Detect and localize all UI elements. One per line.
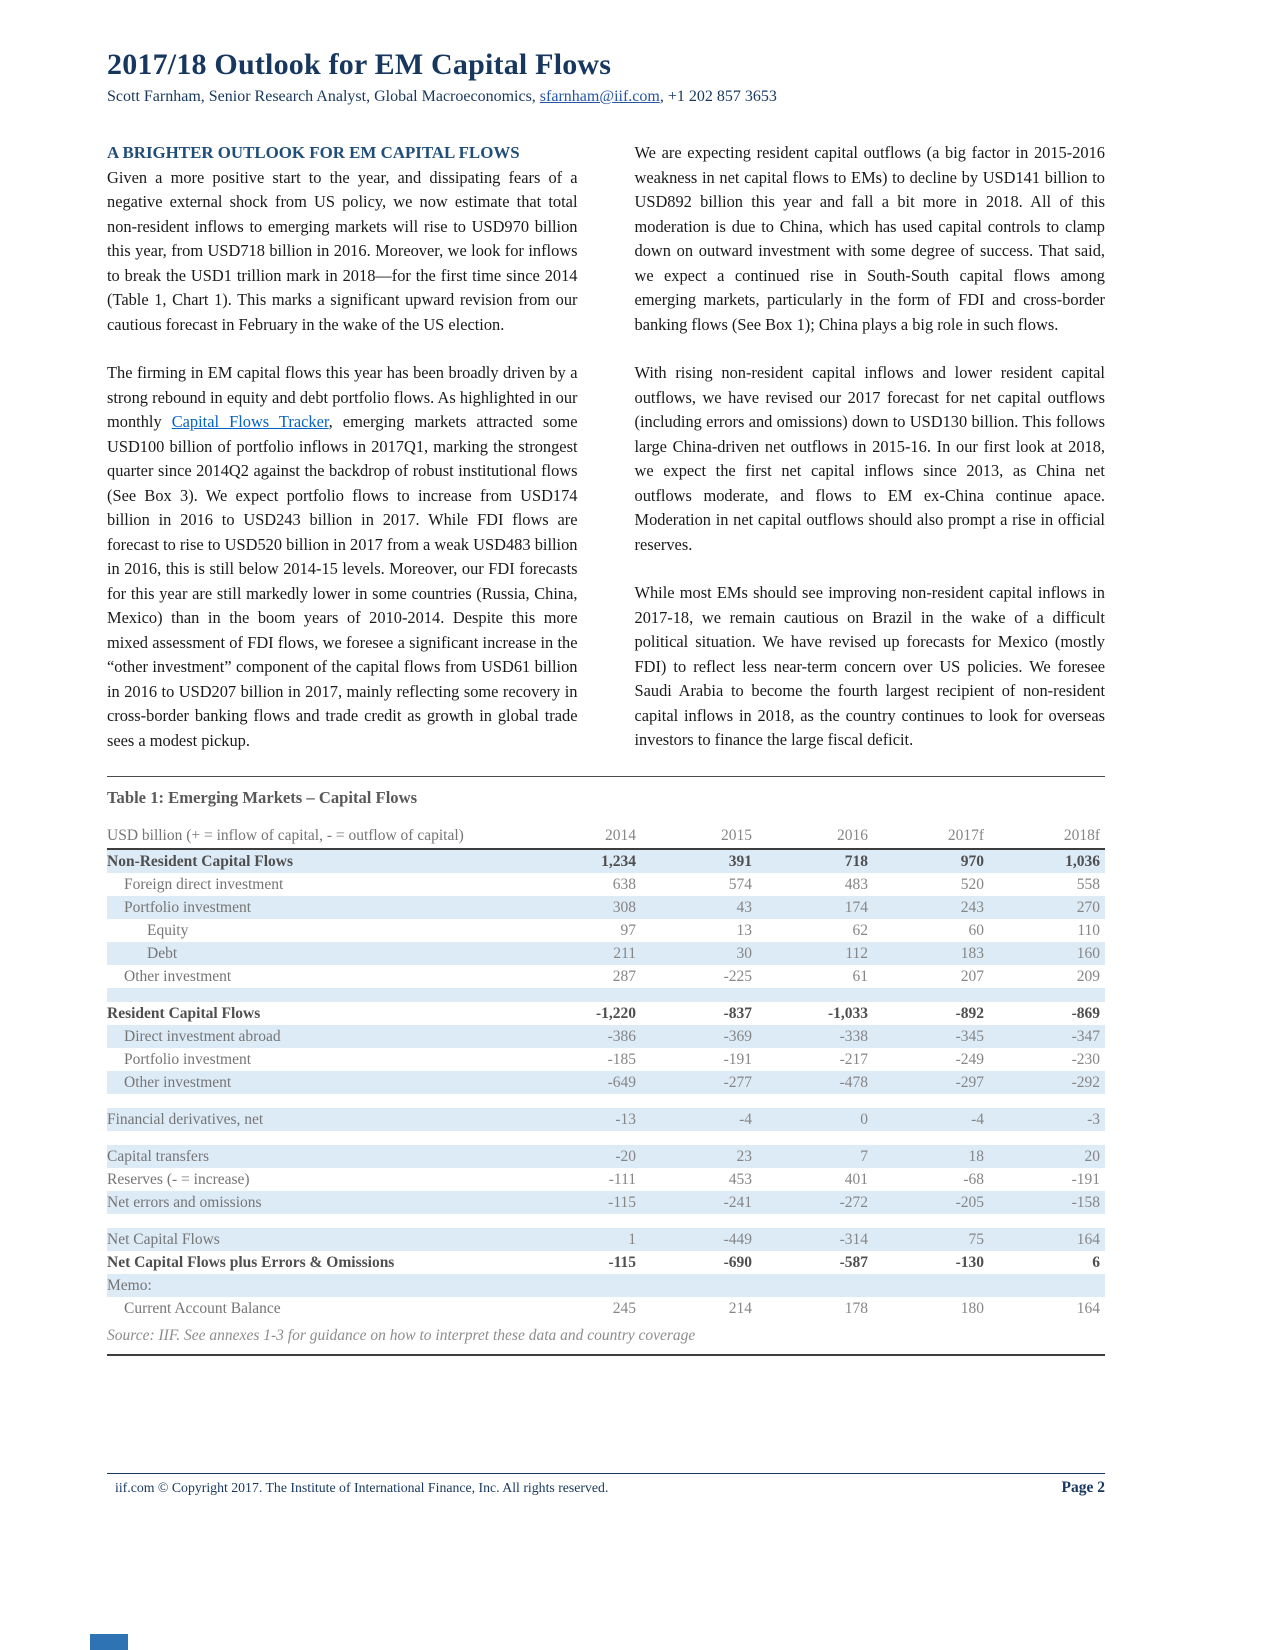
table-top-rule: [107, 776, 1105, 777]
table-row: [107, 1108, 1105, 1131]
paragraph: While most EMs should see improving non-resident capital inflows in 2017-18, we remain cautious on Brazil in the wake of a difficult political situation. We have revised up forecasts for Mexico (mostly FDI) to reflect less near-term concern over US policies. We foresee Saudi Arabia to become the fourth largest recipient of non-resident capital inflows in 2018, as the country continues to look for overseas investors to finance the large fiscal deficit.: [634, 583, 1105, 749]
page-number: Page 2: [1061, 1479, 1105, 1496]
row-value: 520: [960, 875, 984, 893]
right-column: [635, 141, 1106, 753]
row-value: -225: [723, 967, 752, 985]
row-value: 13: [736, 921, 752, 939]
row-label: Financial derivatives, net: [107, 1110, 264, 1128]
column-header-2018f: 2018f: [1063, 826, 1100, 844]
row-value: 483: [844, 875, 868, 893]
paragraph: Given a more positive start to the year, and dissipating fears of a negative external shock from US policy, we now estimate that total non-resident inflows to emerging markets will rise to USD970 billion this year, from USD718 billion in 2016. Moreover, we look for inflows to break the USD1 trillion mark in 2018—for the first time since 2014 (Table 1, Chart 1). This marks a significant upward revision from our cautious forecast in February in the wake of the US election.: [107, 167, 578, 334]
row-value: 62: [852, 921, 868, 939]
table-row: [107, 1071, 1105, 1094]
document-header: [107, 48, 1105, 106]
row-value: -690: [723, 1253, 752, 1271]
column-header-2017f: 2017f: [947, 826, 984, 844]
table-row: [107, 1228, 1105, 1251]
row-value: 164: [1076, 1299, 1100, 1317]
table-bottom-rule: [107, 1354, 1105, 1356]
row-value: 558: [1076, 875, 1100, 893]
row-value: -217: [839, 1050, 868, 1068]
row-value: -230: [1071, 1050, 1100, 1068]
row-label: Net errors and omissions: [107, 1193, 262, 1211]
table-row: [107, 942, 1105, 965]
byline-phone-text: , +1 202 857 3653: [659, 88, 777, 105]
row-value: 110: [1077, 921, 1100, 939]
row-value: 1,036: [1065, 852, 1100, 870]
row-value: 391: [728, 852, 752, 870]
row-value: 178: [844, 1299, 868, 1317]
article-body: [107, 141, 1105, 753]
row-value: 308: [612, 898, 636, 916]
row-value: 0: [860, 1110, 868, 1128]
row-value: -3: [1087, 1110, 1100, 1128]
table-1-block: [107, 776, 1105, 1356]
row-value: -345: [955, 1027, 984, 1045]
row-value: 23: [736, 1147, 752, 1165]
column-header-2014: 2014: [605, 826, 636, 844]
row-value: 287: [612, 967, 636, 985]
row-label: Equity: [147, 921, 189, 939]
row-value: -4: [971, 1110, 984, 1128]
row-value: 61: [852, 967, 868, 985]
table-spacer-row: [107, 1214, 1105, 1228]
table-row: [107, 873, 1105, 896]
row-value: -449: [723, 1230, 752, 1248]
row-value: -478: [839, 1073, 868, 1091]
row-value: -191: [723, 1050, 752, 1068]
row-value: -272: [839, 1193, 868, 1211]
row-value: -68: [963, 1170, 984, 1188]
row-value: -347: [1071, 1027, 1100, 1045]
table-row: [107, 1025, 1105, 1048]
row-value: -20: [615, 1147, 636, 1165]
row-value: 97: [620, 921, 636, 939]
row-value: 174: [844, 898, 868, 916]
table-row: [107, 1297, 1105, 1320]
row-label: Reserves (- = increase): [107, 1170, 250, 1188]
row-value: -338: [839, 1027, 868, 1045]
row-label: Debt: [147, 944, 178, 962]
row-value: 638: [612, 875, 636, 893]
row-value: -649: [607, 1073, 636, 1091]
capital-flows-table: [107, 823, 1105, 1320]
table-row: [107, 1251, 1105, 1274]
row-value: -158: [1071, 1193, 1100, 1211]
table-row: [107, 919, 1105, 942]
row-value: -205: [955, 1193, 984, 1211]
table-row: [107, 965, 1105, 988]
byline: [107, 88, 1105, 106]
row-value: 574: [728, 875, 752, 893]
section-heading: A BRIGHTER OUTLOOK FOR EM CAPITAL FLOWS: [107, 143, 520, 162]
row-label: Memo:: [107, 1276, 152, 1294]
row-label: Portfolio investment: [124, 898, 252, 916]
row-value: -130: [955, 1253, 984, 1271]
paragraph: With rising non-resident capital inflows and lower resident capital outflows, we have revised our 2017 forecast for net capital outflows (including errors and omissions) down to USD130 billion. This follows large China-driven net outflows in 2015-16. In our first look at 2018, we expect the first net capital inflows since 2013, as China net outflows moderate, and flows to EM ex-China continue apace. Moderation in net capital outflows should also prompt a rise in official reserves.: [634, 363, 1105, 554]
row-value: -386: [607, 1027, 636, 1045]
table-unit-label: USD billion (+ = inflow of capital, - = outflow of capital): [107, 826, 464, 844]
byline-author-text: Scott Farnham, Senior Research Analyst, Global Macroeconomics,: [107, 88, 540, 105]
row-value: 970: [960, 852, 984, 870]
table-header-row: [107, 823, 1105, 850]
row-value: -837: [723, 1004, 752, 1022]
table-row: [107, 1168, 1105, 1191]
row-value: -241: [723, 1193, 752, 1211]
table-spacer-row: [107, 1131, 1105, 1145]
row-value: -191: [1071, 1170, 1100, 1188]
row-value: 75: [968, 1230, 984, 1248]
row-value: 6: [1092, 1253, 1100, 1271]
row-value: 180: [960, 1299, 984, 1317]
table-spacer-row: [107, 988, 1105, 1002]
row-value: 718: [844, 852, 868, 870]
row-value: -292: [1071, 1073, 1100, 1091]
row-value: 60: [968, 921, 984, 939]
next-page-edge-artifact: [90, 1634, 128, 1650]
row-value: 18: [968, 1147, 984, 1165]
row-label: Other investment: [124, 967, 232, 985]
table-row: [107, 1145, 1105, 1168]
row-value: -185: [607, 1050, 636, 1068]
table-row: [107, 850, 1105, 873]
row-value: -1,220: [595, 1004, 636, 1022]
row-value: 7: [860, 1147, 868, 1165]
capital-flows-tracker-link[interactable]: Capital Flows Tracker: [171, 412, 329, 431]
row-value: -115: [608, 1253, 636, 1271]
row-label: Current Account Balance: [124, 1299, 281, 1317]
row-value: 1,234: [601, 852, 636, 870]
row-value: -249: [955, 1050, 984, 1068]
row-value: -1,033: [827, 1004, 868, 1022]
row-value: 1: [628, 1230, 636, 1248]
row-value: 270: [1076, 898, 1100, 916]
row-value: 211: [613, 944, 636, 962]
row-value: -111: [608, 1170, 636, 1188]
row-value: -587: [839, 1253, 868, 1271]
row-value: -314: [839, 1230, 868, 1248]
row-label: Capital transfers: [107, 1147, 210, 1165]
table-row: [107, 1048, 1105, 1071]
table-row: [107, 896, 1105, 919]
row-value: -892: [955, 1004, 984, 1022]
row-value: 245: [612, 1299, 636, 1317]
row-value: 243: [960, 898, 984, 916]
row-value: 160: [1076, 944, 1100, 962]
paragraph: [107, 361, 578, 753]
row-label: Foreign direct investment: [124, 875, 284, 893]
copyright-text: iif.com © Copyright 2017. The Institute of International Finance, Inc. All rights reserved.: [115, 1480, 609, 1495]
table-body: [107, 850, 1105, 1320]
row-value: 207: [960, 967, 984, 985]
column-header-2015: 2015: [721, 826, 752, 844]
row-value: -4: [739, 1110, 752, 1128]
left-column: [107, 141, 578, 753]
row-value: -869: [1071, 1004, 1100, 1022]
paragraph-text: The firming in EM capital flows this year has been broadly driven by a strong rebound in equity and debt portfolio flows. As highlighted in our monthly: [107, 363, 578, 431]
row-label: Other investment: [124, 1073, 232, 1091]
row-value: 30: [736, 944, 752, 962]
row-label: Direct investment abroad: [124, 1027, 281, 1045]
page-footer: [107, 1473, 1105, 1497]
column-header-2016: 2016: [837, 826, 868, 844]
row-label: Portfolio investment: [124, 1050, 252, 1068]
author-email-link[interactable]: sfarnham@iif.com: [539, 88, 660, 105]
row-label: Resident Capital Flows: [107, 1004, 261, 1022]
row-value: 183: [960, 944, 984, 962]
table-row: [107, 1002, 1105, 1025]
row-value: 214: [728, 1299, 752, 1317]
table-source-note: Source: IIF. See annexes 1-3 for guidance on how to interpret these data and country coverage: [107, 1327, 696, 1344]
row-value: -297: [955, 1073, 984, 1091]
table-title: Table 1: Emerging Markets – Capital Flows: [107, 788, 418, 807]
row-value: -13: [615, 1110, 636, 1128]
table-row: [107, 1191, 1105, 1214]
row-label: Non-Resident Capital Flows: [107, 852, 294, 870]
row-value: -115: [608, 1193, 636, 1211]
row-value: 112: [845, 944, 868, 962]
row-value: 401: [844, 1170, 868, 1188]
row-value: 164: [1076, 1230, 1100, 1248]
row-label: Net Capital Flows: [107, 1230, 220, 1248]
row-value: 209: [1076, 967, 1100, 985]
paragraph: We are expecting resident capital outflows (a big factor in 2015-2016 weakness in net capital flows to EMs) to decline by USD141 billion to USD892 billion this year and fall a bit more in 2018. All of this moderation is due to China, which has used capital controls to clamp down on outward investment with some degree of success. That said, we expect a continued rise in South-South capital flows among emerging markets, particularly in the form of FDI and cross-border banking flows (See Box 1); China plays a big role in such flows.: [634, 143, 1105, 334]
row-value: 453: [728, 1170, 752, 1188]
row-value: 20: [1084, 1147, 1100, 1165]
row-label: Net Capital Flows plus Errors & Omissions: [107, 1253, 395, 1271]
row-value: 43: [736, 898, 752, 916]
row-value: -369: [723, 1027, 752, 1045]
page-title: 2017/18 Outlook for EM Capital Flows: [107, 48, 612, 81]
table-spacer-row: [107, 1094, 1105, 1108]
paragraph-text: , emerging markets attracted some USD100 billion of portfolio inflows in 2017Q1, marking the strongest quarter since 2014Q2 against the backdrop of robust institutional flows (See Box 3). We expect portfolio flows to increase from USD174 billion in 2016 to USD243 billion in 2017. While FDI flows are forecast to rise to USD520 billion in 2017 from a weak USD483 billion in 2016, this is still below 2014-15 levels. Moreover, our FDI forecasts for this year are still markedly lower in some countries (Russia, China, Mexico) than in the boom years of 2010-2014. Despite this more mixed assessment of FDI flows, we foresee a significant increase in the “other investment” component of the capital flows from USD61 billion in 2016 to USD207 billion in 2017, mainly reflecting some recovery in cross-border banking flows and trade credit as growth in global trade sees a modest pickup.: [107, 412, 578, 750]
table-row: [107, 1274, 1105, 1297]
row-value: -277: [723, 1073, 752, 1091]
